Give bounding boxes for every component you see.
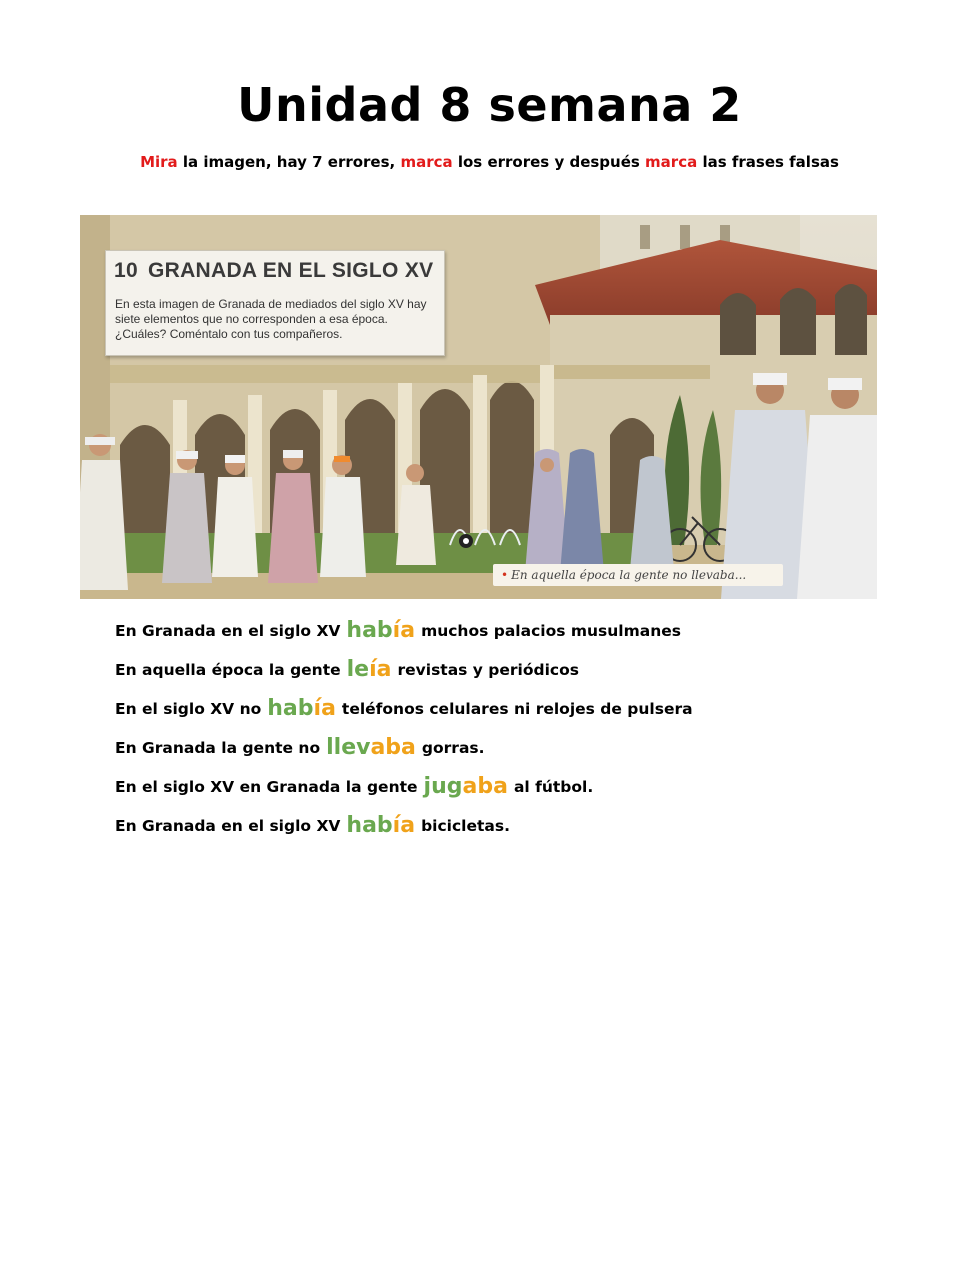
verb <box>424 774 508 799</box>
bullet-icon: • <box>501 568 509 582</box>
verb-ending: ía <box>369 657 392 682</box>
exercise-card <box>105 250 445 356</box>
verb-ending: aba <box>370 735 416 760</box>
verb-stem: hab <box>267 696 314 721</box>
sentence-item[interactable] <box>115 617 915 656</box>
card-text: En esta imagen de Granada de mediados del siglo XV hay siete elementos que no corresponden a esa época. ¿Cuáles? Coméntalo con tus compañeros. <box>115 297 427 341</box>
card-title: GRANADA EN EL SIGLO XV <box>147 259 434 282</box>
instruction-text: la imagen, hay 7 errores, <box>177 153 401 171</box>
instruction-text: las frases falsas <box>697 153 839 171</box>
verb-stem: hab <box>346 618 393 643</box>
verb-ending: aba <box>462 774 508 799</box>
verb-stem: hab <box>346 813 393 838</box>
sentence-item[interactable] <box>115 773 915 812</box>
verb-ending: ía <box>313 696 336 721</box>
instruction-keyword-marca: marca <box>645 153 698 171</box>
verb-ending: ía <box>392 618 416 643</box>
sentence-before: En Granada la gente no <box>115 739 321 757</box>
verb-stem: llev <box>326 735 371 760</box>
card-number: 10 <box>114 259 138 282</box>
sentence-after: bicicletas. <box>421 817 510 835</box>
card-heading <box>114 259 433 283</box>
sentence-before: En Granada en el siglo XV <box>115 817 341 835</box>
verb <box>326 735 416 760</box>
sentence-item[interactable] <box>115 734 915 773</box>
sentence-item[interactable] <box>115 812 915 851</box>
caption-text: En aquella época la gente no llevaba... <box>511 568 747 582</box>
instruction-text: los errores y después <box>452 153 646 171</box>
verb <box>346 813 415 838</box>
verb <box>267 696 336 721</box>
verb-stem: le <box>346 657 370 682</box>
sentence-after: gorras. <box>421 739 485 757</box>
verb <box>346 618 415 643</box>
page-title: Unidad 8 semana 2 <box>237 78 742 132</box>
sentence-before: En el siglo XV en Granada la gente <box>115 778 418 796</box>
illustration-caption <box>493 564 783 586</box>
sentence-after: al fútbol. <box>513 778 594 796</box>
instruction-keyword-marca: marca <box>400 153 453 171</box>
sentence-before: En aquella época la gente <box>115 661 341 679</box>
instruction-keyword-mira: Mira <box>140 153 178 171</box>
verb-stem: jug <box>423 774 463 799</box>
sentence-item[interactable] <box>115 695 915 734</box>
sentence-before: En Granada en el siglo XV <box>115 622 341 640</box>
sentence-before: En el siglo XV no <box>115 700 262 718</box>
sentence-after: teléfonos celulares ni relojes de pulsera <box>341 700 693 718</box>
sentence-item[interactable] <box>115 656 915 695</box>
sentence-after: revistas y periódicos <box>397 661 579 679</box>
sentence-after: muchos palacios musulmanes <box>421 622 681 640</box>
granada-illustration <box>80 215 877 599</box>
instruction-line <box>0 153 979 171</box>
verb-ending: ía <box>392 813 416 838</box>
verb <box>347 657 392 682</box>
sentence-list <box>115 617 915 851</box>
